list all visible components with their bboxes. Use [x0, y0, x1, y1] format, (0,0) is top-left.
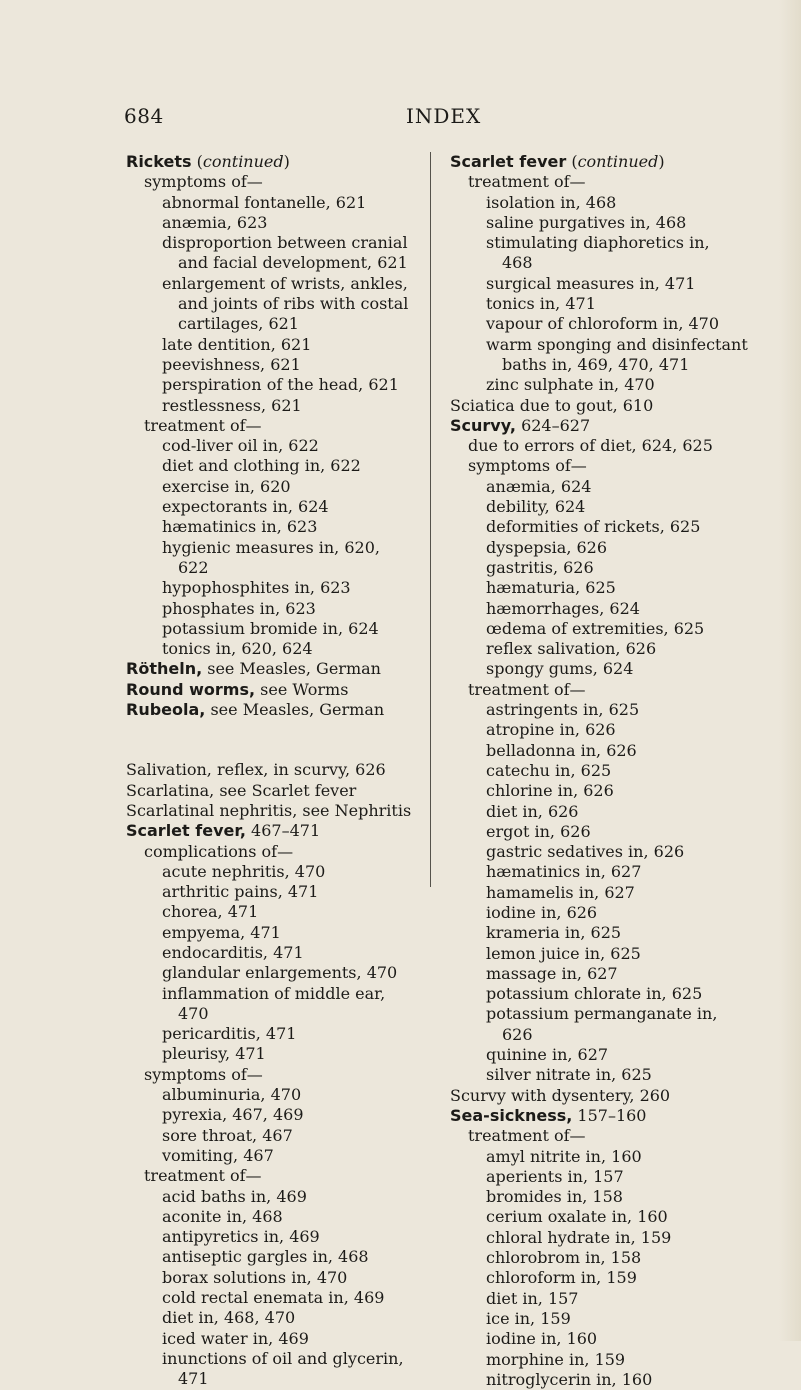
entry-text: Round worms,: [126, 679, 256, 699]
index-entry: [450, 680, 764, 700]
index-entry: [126, 923, 440, 943]
entry-text: Scarlatinal nephritis, see Nephritis: [126, 800, 412, 820]
index-entry: [126, 436, 440, 456]
entry-text: baths in, 469, 470, 471: [502, 354, 690, 374]
entry-text: gastritis, 626: [486, 557, 594, 577]
entry-text: late dentition, 621: [162, 334, 312, 354]
index-entry: [126, 1166, 440, 1186]
index-entry: [450, 964, 764, 984]
entry-text: 622: [178, 557, 209, 577]
index-entry-continuation: [126, 253, 440, 273]
index-entry: [450, 720, 764, 740]
index-entry: [450, 1248, 764, 1268]
index-entry: [450, 700, 764, 720]
entry-text: massage in, 627: [486, 963, 618, 983]
entry-text: peevishness, 621: [162, 354, 301, 374]
index-entry: [450, 1329, 764, 1349]
index-entry: [450, 314, 764, 334]
index-heading: [126, 760, 440, 780]
entry-text: hypophosphites in, 623: [162, 578, 351, 598]
entry-text: abnormal fontanelle, 621: [162, 192, 367, 212]
entry-text: Scurvy,: [450, 415, 516, 435]
index-entry: [126, 1187, 440, 1207]
column-divider: [430, 152, 431, 887]
index-entry: [126, 1288, 440, 1308]
index-entry: [126, 1349, 440, 1369]
index-entry: [450, 903, 764, 923]
index-heading: Rickets (continued): [126, 152, 290, 171]
index-heading: [126, 801, 440, 821]
entry-text: 626: [502, 1024, 533, 1044]
entry-text: treatment of—: [144, 415, 262, 435]
entry-text: cartilages, 621: [178, 314, 299, 334]
entry-text: potassium permanganate in,: [486, 1004, 718, 1024]
index-entry: [126, 943, 440, 963]
entry-text: symptoms of—: [144, 1064, 263, 1084]
index-entry: [450, 639, 764, 659]
entry-text: chlorine in, 626: [486, 781, 614, 801]
entry-text: diet and clothing in, 622: [162, 456, 361, 476]
index-entry: [126, 619, 440, 639]
entry-text: vomiting, 467: [162, 1145, 274, 1165]
index-entry-continuation: [450, 253, 764, 273]
index-heading: [126, 781, 440, 801]
entry-text: anæmia, 624: [486, 476, 592, 496]
index-entry: [450, 1147, 764, 1167]
entry-text: tonics in, 620, 624: [162, 639, 313, 659]
index-entry: [126, 1024, 440, 1044]
index-entry: [126, 882, 440, 902]
entry-text: deformities of rickets, 625: [486, 517, 701, 537]
index-heading: [126, 821, 440, 841]
entry-text: antiseptic gargles in, 468: [162, 1247, 369, 1267]
index-entry: [126, 477, 440, 497]
index-entry: [450, 862, 764, 882]
index-entry-continuation: [126, 558, 440, 578]
entry-text: acute nephritis, 470: [162, 861, 326, 881]
index-entry: [450, 1268, 764, 1288]
entry-text: due to errors of diet, 624, 625: [468, 436, 713, 456]
page-header: [0, 104, 801, 134]
index-entry: [126, 274, 440, 294]
entry-text: ergot in, 626: [486, 821, 591, 841]
index-entry: [126, 335, 440, 355]
entry-text: Scarlet fever: [450, 152, 567, 171]
entry-reference: 624–627: [515, 415, 591, 435]
index-entry: [450, 578, 764, 598]
entry-text: endocarditis, 471: [162, 942, 304, 962]
entry-text: acid baths in, 469: [162, 1186, 307, 1206]
index-entry: [450, 781, 764, 801]
entry-text: arthritic pains, 471: [162, 882, 319, 902]
entry-text: cerium oxalate in, 160: [486, 1207, 668, 1227]
entry-text: ice in, 159: [486, 1308, 571, 1328]
entry-text: Salivation, reflex, in scurvy, 626: [126, 760, 386, 780]
index-entry: [450, 517, 764, 537]
index-entry-continuation: [126, 1369, 440, 1389]
entry-text: œdema of extremities, 625: [486, 618, 705, 638]
index-entry-continuation: [126, 1004, 440, 1024]
entry-text: hamamelis in, 627: [486, 882, 635, 902]
entry-text: 468: [502, 253, 533, 273]
entry-text: catechu in, 625: [486, 760, 612, 780]
index-heading: [450, 416, 764, 436]
entry-text: aperients in, 157: [486, 1166, 624, 1186]
entry-text: Rubeola,: [126, 700, 206, 720]
index-entry: [126, 497, 440, 517]
index-entry: [450, 1004, 764, 1024]
index-entry: [126, 1268, 440, 1288]
index-entry: [450, 822, 764, 842]
entry-text: borax solutions in, 470: [162, 1267, 348, 1287]
index-entry: [450, 1167, 764, 1187]
entry-text: and facial development, 621: [178, 253, 408, 273]
index-entry: [126, 1105, 440, 1125]
entry-text: complications of—: [144, 841, 294, 861]
index-column-left: [126, 152, 440, 1390]
index-entry: [450, 842, 764, 862]
index-heading: [126, 659, 440, 679]
index-heading: [450, 1106, 764, 1126]
index-entry-continuation: [450, 355, 764, 375]
entry-text: antipyretics in, 469: [162, 1227, 320, 1247]
entry-text: hæmorrhages, 624: [486, 598, 640, 618]
entry-text: pyrexia, 467, 469: [162, 1105, 304, 1125]
index-entry: [126, 1146, 440, 1166]
continued-label: continued: [202, 152, 284, 171]
entry-text: pleurisy, 471: [162, 1044, 266, 1064]
entry-text: dyspepsia, 626: [486, 537, 608, 557]
index-entry: [126, 1227, 440, 1247]
index-heading: [450, 1086, 764, 1106]
index-entry: [450, 294, 764, 314]
index-entry: [126, 902, 440, 922]
entry-text: treatment of—: [144, 1166, 262, 1186]
entry-reference: see Measles, German: [202, 659, 381, 679]
entry-text: atropine in, 626: [486, 720, 616, 740]
entry-text: quinine in, 627: [486, 1045, 609, 1065]
index-entry: [450, 984, 764, 1004]
entry-text: disproportion between cranial: [162, 233, 408, 253]
entry-text: iodine in, 160: [486, 1329, 598, 1349]
entry-text: Sea-sickness,: [450, 1105, 573, 1125]
page-number: 684: [124, 104, 164, 128]
entry-text: treatment of—: [468, 1126, 586, 1146]
index-entry: [126, 842, 440, 862]
index-entry: [450, 375, 764, 395]
entry-text: 471: [178, 1369, 209, 1389]
index-entry: [450, 558, 764, 578]
index-entry: [450, 619, 764, 639]
index-entry: [450, 274, 764, 294]
entry-text: astringents in, 625: [486, 700, 640, 720]
entry-text: potassium chlorate in, 625: [486, 984, 703, 1004]
index-entry: [450, 538, 764, 558]
entry-text: diet in, 626: [486, 801, 579, 821]
entry-text: 470: [178, 1003, 209, 1023]
index-column-right: [450, 152, 764, 1390]
entry-text: stimulating diaphoretics in,: [486, 233, 710, 253]
entry-text: Sciatica due to gout, 610: [450, 395, 654, 415]
index-entry: [450, 477, 764, 497]
entry-text: warm sponging and disinfectant: [486, 334, 748, 354]
index-entry: [450, 335, 764, 355]
index-entry: [450, 1045, 764, 1065]
entry-text: zinc sulphate in, 470: [486, 375, 655, 395]
entry-text: tonics in, 471: [486, 294, 596, 314]
entry-text: Rötheln,: [126, 659, 203, 679]
index-entry: [450, 193, 764, 213]
entry-text: anæmia, 623: [162, 212, 268, 232]
index-entry: [126, 416, 440, 436]
index-entry: [126, 355, 440, 375]
entry-text: diet in, 468, 470: [162, 1308, 296, 1328]
entry-text: albuminuria, 470: [162, 1085, 302, 1105]
index-entry: [450, 944, 764, 964]
entry-text: amyl nitrite in, 160: [486, 1146, 642, 1166]
index-entry-continuation: [450, 1025, 764, 1045]
index-entry: [126, 517, 440, 537]
index-entry: [450, 436, 764, 456]
index-entry: [450, 1207, 764, 1227]
entry-reference: see Measles, German: [205, 700, 385, 720]
entry-text: silver nitrate in, 625: [486, 1065, 652, 1085]
index-entry-continuation: [126, 294, 440, 314]
entry-text: diet in, 157: [486, 1288, 579, 1308]
index-entry: [126, 396, 440, 416]
entry-text: krameria in, 625: [486, 923, 622, 943]
entry-text: exercise in, 620: [162, 476, 291, 496]
index-entry: [450, 741, 764, 761]
page-edge-shadow: [779, 0, 801, 1341]
index-entry: [126, 862, 440, 882]
entry-text: reflex salivation, 626: [486, 639, 657, 659]
entry-text: Scarlatina, see Scarlet fever: [126, 780, 357, 800]
entry-text: treatment of—: [468, 679, 586, 699]
entry-text: enlargement of wrists, ankles,: [162, 273, 408, 293]
entry-text: hæmaturia, 625: [486, 578, 616, 598]
index-entry: [450, 802, 764, 822]
entry-text: vapour of chloroform in, 470: [486, 314, 720, 334]
entry-reference: see Worms: [255, 679, 349, 699]
entry-text: empyema, 471: [162, 922, 281, 942]
entry-text: sore throat, 467: [162, 1125, 293, 1145]
index-entry: [126, 538, 440, 558]
entry-text: chlorobrom in, 158: [486, 1248, 642, 1268]
index-entry: [126, 1044, 440, 1064]
index-entry: [126, 193, 440, 213]
entry-text: expectorants in, 624: [162, 497, 329, 517]
entry-text: belladonna in, 626: [486, 740, 637, 760]
entry-text: inunctions of oil and glycerin,: [162, 1348, 404, 1368]
entry-text: cod-liver oil in, 622: [162, 436, 319, 456]
index-entry: [450, 761, 764, 781]
entry-text: iced water in, 469: [162, 1328, 309, 1348]
index-entry: [450, 923, 764, 943]
entry-text: chloral hydrate in, 159: [486, 1227, 672, 1247]
entry-reference: 157–160: [572, 1105, 647, 1125]
index-entry: [126, 1085, 440, 1105]
index-entry: [450, 1126, 764, 1146]
entry-text: chloroform in, 159: [486, 1268, 637, 1288]
entry-text: inflammation of middle ear,: [162, 983, 386, 1003]
index-entry: [126, 172, 440, 192]
entry-text: Scarlet fever,: [126, 821, 246, 841]
index-entry: [126, 984, 440, 1004]
entry-text: hæmatinics in, 627: [486, 862, 642, 882]
index-entry: [450, 883, 764, 903]
entry-text: lemon juice in, 625: [486, 943, 641, 963]
entry-text: Rickets: [126, 152, 192, 171]
entry-text: symptoms of—: [144, 172, 263, 192]
index-entry: [126, 1329, 440, 1349]
index-heading: Scarlet fever (continued): [450, 152, 665, 171]
index-entry: [126, 578, 440, 598]
index-entry: [126, 1207, 440, 1227]
entry-text: treatment of—: [468, 172, 586, 192]
index-heading: [126, 700, 440, 720]
index-entry: [450, 456, 764, 476]
entry-reference: 467–471: [245, 821, 321, 841]
entry-text: aconite in, 468: [162, 1206, 283, 1226]
entry-text: saline purgatives in, 468: [486, 212, 687, 232]
entry-text: spongy gums, 624: [486, 659, 634, 679]
index-entry: [450, 1228, 764, 1248]
entry-text: chorea, 471: [162, 902, 259, 922]
entry-text: perspiration of the head, 621: [162, 375, 399, 395]
index-entry: [126, 1065, 440, 1085]
entry-text: iodine in, 626: [486, 902, 598, 922]
index-heading: [450, 396, 764, 416]
entry-text: gastric sedatives in, 626: [486, 842, 685, 862]
continued-label: continued: [577, 152, 659, 171]
index-entry: [126, 1126, 440, 1146]
entry-text: and joints of ribs with costal: [178, 294, 409, 314]
index-entry: [126, 375, 440, 395]
entry-text: Scurvy with dysentery, 260: [450, 1085, 671, 1105]
index-entry: [126, 213, 440, 233]
entry-text: morphine in, 159: [486, 1349, 626, 1369]
entry-text: isolation in, 468: [486, 192, 617, 212]
entry-text: surgical measures in, 471: [486, 273, 696, 293]
entry-text: symptoms of—: [468, 456, 587, 476]
index-entry: [126, 963, 440, 983]
index-entry: [126, 639, 440, 659]
section-gap: [126, 720, 440, 760]
index-entry: [450, 1309, 764, 1329]
entry-text: cold rectal enemata in, 469: [162, 1288, 385, 1308]
index-entry-continuation: [126, 314, 440, 334]
index-entry: [450, 1065, 764, 1085]
index-entry: [450, 1187, 764, 1207]
entry-text: potassium bromide in, 624: [162, 618, 379, 638]
index-entry: [126, 456, 440, 476]
entry-text: nitroglycerin in, 160: [486, 1369, 653, 1389]
index-entry: [450, 497, 764, 517]
index-entry: [126, 233, 440, 253]
entry-text: hygienic measures in, 620,: [162, 537, 380, 557]
entry-text: hæmatinics in, 623: [162, 517, 318, 537]
entry-text: pericarditis, 471: [162, 1024, 297, 1044]
running-title: INDEX: [406, 104, 482, 128]
entry-text: debility, 624: [486, 497, 586, 517]
index-entry: [450, 233, 764, 253]
index-entry: [126, 1247, 440, 1267]
index-entry: [450, 599, 764, 619]
index-entry: [450, 172, 764, 192]
index-entry: [450, 1370, 764, 1390]
entry-text: bromides in, 158: [486, 1187, 623, 1207]
index-entry: [450, 659, 764, 679]
index-entry: [126, 1308, 440, 1328]
entry-text: glandular enlargements, 470: [162, 963, 398, 983]
index-heading: [126, 680, 440, 700]
index-entry: [126, 599, 440, 619]
index-entry: [450, 1289, 764, 1309]
entry-text: phosphates in, 623: [162, 598, 316, 618]
entry-text: restlessness, 621: [162, 395, 302, 415]
index-entry: [450, 213, 764, 233]
index-entry: [450, 1350, 764, 1370]
